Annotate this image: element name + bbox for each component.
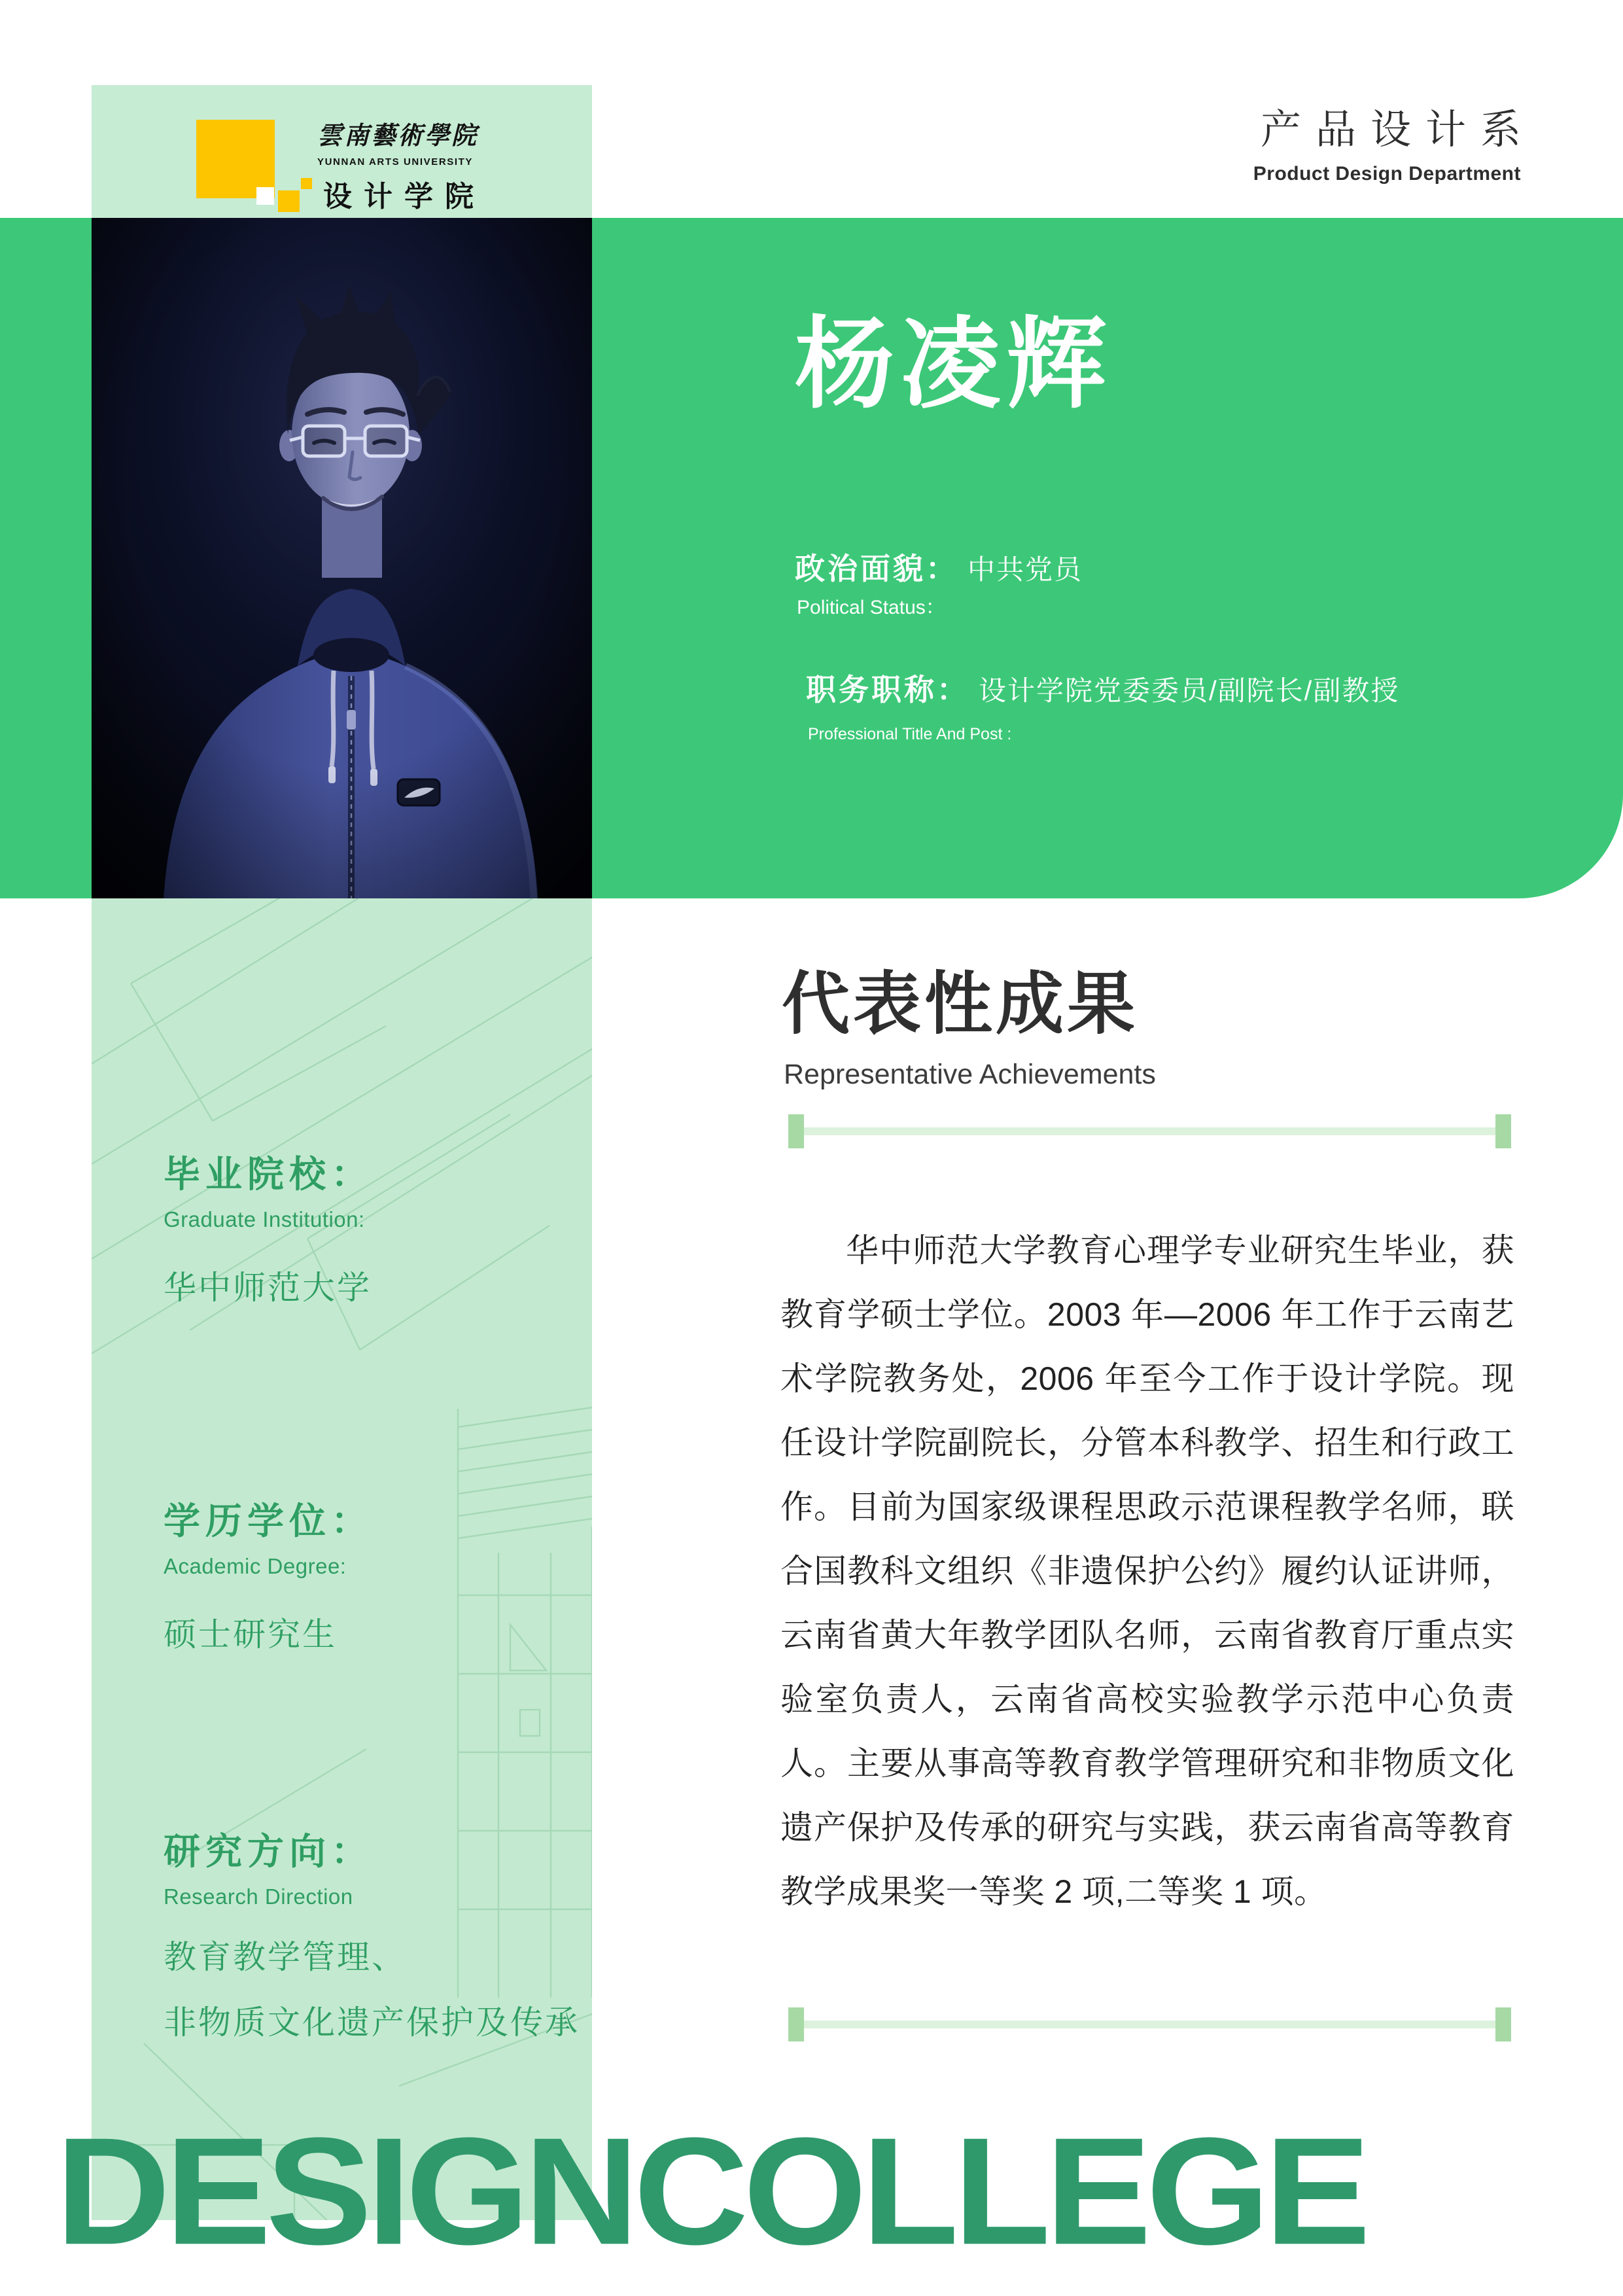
portrait-illustration (92, 218, 592, 898)
graduate-institution-title-en: Graduate Institution: (164, 1207, 365, 1231)
research-direction-title-cn: 研究方向： (164, 1831, 373, 1872)
divider-bar (804, 1127, 1495, 1135)
logo-pixel-square-notch-icon (256, 187, 274, 205)
divider-bar (804, 2021, 1495, 2028)
achievements-title-en: Representative Achievements (784, 1059, 1156, 1090)
academic-degree-title-en: Academic Degree: (164, 1554, 347, 1578)
academic-degree-value: 硕士研究生 (164, 1616, 337, 1653)
university-name-cn: 雲南藝術學院 (317, 120, 479, 150)
portrait-photo (92, 218, 592, 898)
professional-title-label-en: Professional Title And Post : (808, 725, 1012, 743)
divider-end-left (788, 1114, 804, 1148)
department-title-cn: 产品设计系 (1260, 107, 1535, 152)
research-direction-value-line2: 非物质文化遗产保护及传承 (164, 2004, 580, 2041)
person-name: 杨凌辉 (795, 305, 1113, 422)
logo-pixel-square-large-icon (196, 120, 275, 198)
university-name-en: YUNNAN ARTS UNIVERSITY (317, 156, 473, 168)
sidebar-section-research-direction (164, 1823, 373, 1909)
divider-top (788, 1114, 1511, 1148)
political-status-label-en: Political Status： (797, 597, 945, 618)
sidebar-section-academic-degree (164, 1492, 373, 1579)
logo-pixel-square-medium-icon (278, 190, 300, 212)
footer-watermark (56, 2106, 1366, 2277)
divider-end-right (1495, 1114, 1511, 1148)
research-direction-value-line1: 教育教学管理、 (164, 1939, 406, 1975)
achievements-paragraph: 华中师范大学教育心理学专业研究生毕业，获教育学硕士学位。2003 年—2006 年工作于云南艺术学院教务处，2006 年至今工作于设计学院。现任设计学院副院长，分管本科教学、招生和行政工作。目前为国家级课程思政示范课程教学名师，联合国教科文组织《非遗保护公约》履约认证讲师，云南省黄大年教学团队名师，云南省教育厅重点实验室负责人，云南省高校实验教学示范中心负责人。主要从事高等教育教学管理研究和非物质文化遗产保护及传承的研究与实践，获云南省高等教育教学成果奖一等奖 2 项,二等奖 1 项。 (780, 1232, 1514, 1910)
sidebar (92, 898, 592, 2220)
professional-title-label-cn: 职务职称： (806, 673, 969, 707)
research-direction-title-en: Research Direction (164, 1884, 353, 1909)
graduate-institution-title-cn: 毕业院校： (164, 1154, 373, 1195)
department-header (1253, 97, 1535, 185)
political-status-row (795, 545, 1083, 588)
department-title-en: Product Design Department (1253, 163, 1521, 185)
university-logo-block (92, 85, 592, 218)
academic-degree-title-cn: 学历学位： (164, 1500, 373, 1542)
footer-word-design: DESIGN (56, 2106, 634, 2277)
divider-end-left (788, 2007, 804, 2041)
political-status-value: 中共党员 (968, 554, 1083, 585)
logo-pixel-square-small-icon (301, 178, 312, 189)
logo-text-block (317, 115, 485, 230)
political-status-label-cn: 政治面貌： (795, 552, 958, 586)
sidebar-section-graduate-institution (164, 1146, 373, 1232)
college-name-cn: 设计学院 (323, 181, 485, 213)
divider-bottom (788, 2007, 1511, 2041)
achievements-title-cn: 代表性成果 (782, 963, 1139, 1044)
graduate-institution-value: 华中师范大学 (164, 1269, 372, 1306)
professional-title-row (806, 666, 1399, 709)
divider-end-right (1495, 2007, 1511, 2041)
professional-title-value: 设计学院党委委员/副院长/副教授 (979, 675, 1400, 706)
footer-word-college: COLLEGE (633, 2106, 1366, 2277)
